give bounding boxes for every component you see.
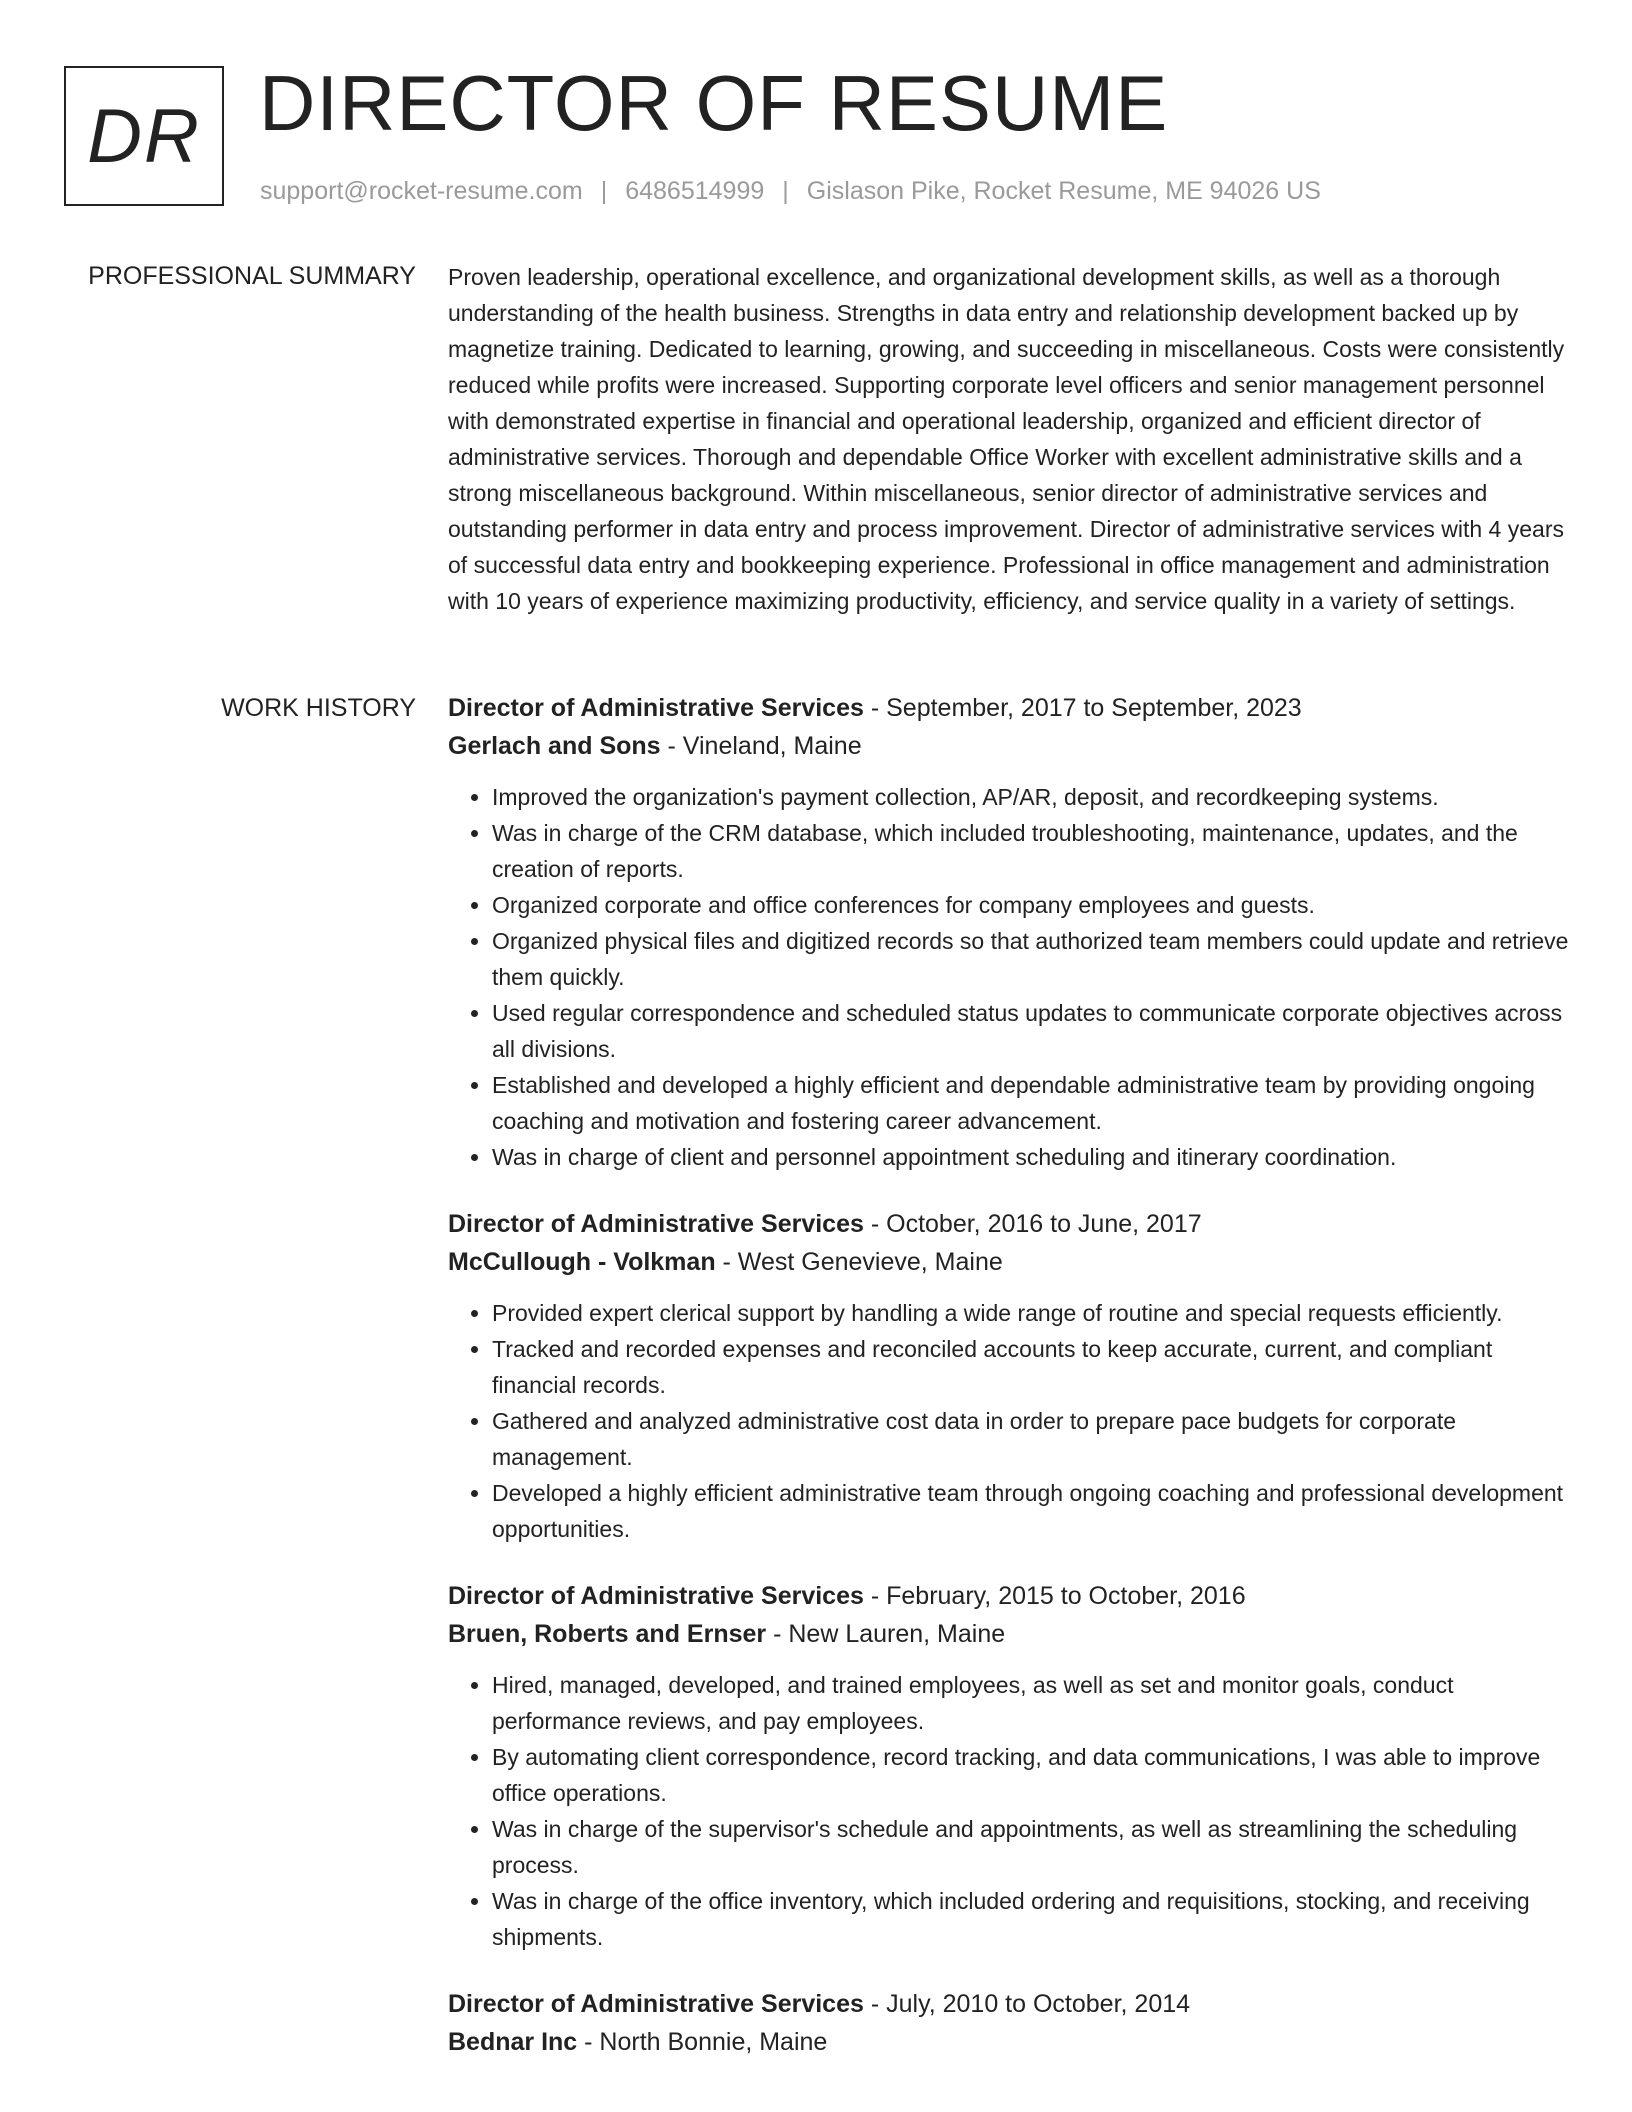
job-duty-item: • Improved the organization's payment collection, AP/AR, deposit, and recordkeeping systems. bbox=[492, 779, 1570, 815]
candidate-name: DIRECTOR OF RESUME bbox=[259, 59, 1169, 147]
job-duty-item: • Developed a highly efficient administrative team through ongoing coaching and professional development opportunities. bbox=[492, 1475, 1570, 1547]
summary-text: Proven leadership, operational excellence, and organizational development skills, as well as a thorough understanding of the health business. Strengths in data entry and relationship development backed up by magnetize training. Dedicated to learning, growing, and succeeding in miscellaneous. Costs were consistently reduced while profits were increased. Supporting corporate level officers and senior management personnel with demonstrated expertise in financial and operational leadership, organized and efficient director of administrative services. Thorough and dependable Office Worker with excellent administrative skills and a strong miscellaneous background. Within miscellaneous, senior director of administrative services and outstanding performer in data entry and process improvement. Director of administrative services with 4 years of successful data entry and bookkeeping experience. Professional in office management and administration with 10 years of experience maximizing productivity, efficiency, and service quality in a variety of settings. bbox=[448, 264, 1565, 614]
job-duty-item: • Was in charge of the supervisor's schedule and appointments, as well as streamlining the scheduling process. bbox=[492, 1811, 1570, 1883]
job-location: - New Lauren, Maine bbox=[766, 1620, 1006, 1648]
job-duty-item: • Tracked and recorded expenses and reconciled accounts to keep accurate, current, and compliant financial records. bbox=[492, 1331, 1570, 1403]
job-location: - North Bonnie, Maine bbox=[577, 2028, 828, 2056]
contact-line bbox=[260, 174, 1321, 208]
work-history-heading: WORK HISTORY bbox=[221, 694, 416, 722]
summary-section bbox=[448, 259, 1570, 619]
job-title: Director of Administrative Services bbox=[448, 694, 864, 722]
job-dates: - September, 2017 to September, 2023 bbox=[863, 694, 1302, 722]
job-duties-list bbox=[448, 779, 1570, 1175]
job-company: McCullough - Volkman bbox=[448, 1248, 716, 1276]
job-company: Bednar Inc bbox=[448, 2028, 578, 2056]
job-duty-item: • By automating client correspondence, record tracking, and data communications, I was able to improve office operations. bbox=[492, 1739, 1570, 1811]
job-dates: - October, 2016 to June, 2017 bbox=[863, 1210, 1202, 1238]
job-company-line bbox=[448, 727, 1570, 765]
summary-heading: PROFESSIONAL SUMMARY bbox=[88, 262, 416, 290]
job-dates: - July, 2010 to October, 2014 bbox=[863, 1990, 1191, 2018]
job-location: - Vineland, Maine bbox=[660, 732, 862, 760]
job-company: Gerlach and Sons bbox=[448, 732, 661, 760]
job-company-line bbox=[448, 2023, 1570, 2061]
job-duty-item: • Hired, managed, developed, and trained employees, as well as set and monitor goals, conduct performance reviews, and pay employees. bbox=[492, 1667, 1570, 1739]
job-duty-item: • Was in charge of the office inventory, which included ordering and requisitions, stocking, and receiving shipments. bbox=[492, 1883, 1570, 1955]
job-company-line bbox=[448, 1615, 1570, 1653]
job-duties-list bbox=[448, 1667, 1570, 1955]
contact-phone[interactable]: 6486514999 bbox=[625, 177, 765, 205]
job-title-line bbox=[448, 689, 1570, 727]
job-entry bbox=[448, 1985, 1570, 2061]
job-dates: - February, 2015 to October, 2016 bbox=[863, 1582, 1246, 1610]
job-location: - West Genevieve, Maine bbox=[715, 1248, 1003, 1276]
work-history-section bbox=[448, 689, 1570, 2091]
job-company: Bruen, Roberts and Ernser bbox=[448, 1620, 767, 1648]
job-duty-item: • Provided expert clerical support by handling a wide range of routine and special requests efficiently. bbox=[492, 1295, 1570, 1331]
monogram-logo: DR bbox=[64, 66, 224, 206]
job-title-line bbox=[448, 1577, 1570, 1615]
job-entry bbox=[448, 1577, 1570, 1955]
job-duty-item: • Was in charge of the CRM database, which included troubleshooting, maintenance, updates, and the creation of reports. bbox=[492, 815, 1570, 887]
job-duties-list bbox=[448, 1295, 1570, 1547]
contact-address: Gislason Pike, Rocket Resume, ME 94026 US bbox=[806, 177, 1321, 205]
contact-separator: | bbox=[782, 177, 789, 205]
job-title-line bbox=[448, 1205, 1570, 1243]
job-duty-item: • Established and developed a highly efficient and dependable administrative team by providing ongoing coaching and motivation and fostering career advancement. bbox=[492, 1067, 1570, 1139]
job-title: Director of Administrative Services bbox=[448, 1990, 864, 2018]
job-entry bbox=[448, 689, 1570, 1175]
job-title: Director of Administrative Services bbox=[448, 1210, 864, 1238]
job-duty-item: • Used regular correspondence and scheduled status updates to communicate corporate objectives across all divisions. bbox=[492, 995, 1570, 1067]
job-entry bbox=[448, 1205, 1570, 1547]
job-duty-item: • Gathered and analyzed administrative cost data in order to prepare pace budgets for corporate management. bbox=[492, 1403, 1570, 1475]
job-title-line bbox=[448, 1985, 1570, 2023]
job-duty-item: • Organized physical files and digitized records so that authorized team members could update and retrieve them quickly. bbox=[492, 923, 1570, 995]
job-title: Director of Administrative Services bbox=[448, 1582, 864, 1610]
contact-separator: | bbox=[600, 177, 608, 205]
job-duty-item: • Was in charge of client and personnel appointment scheduling and itinerary coordination. bbox=[492, 1139, 1570, 1175]
job-duty-item: • Organized corporate and office conferences for company employees and guests. bbox=[492, 887, 1570, 923]
contact-email[interactable]: support@rocket-resume.com bbox=[260, 177, 583, 205]
job-company-line bbox=[448, 1243, 1570, 1281]
